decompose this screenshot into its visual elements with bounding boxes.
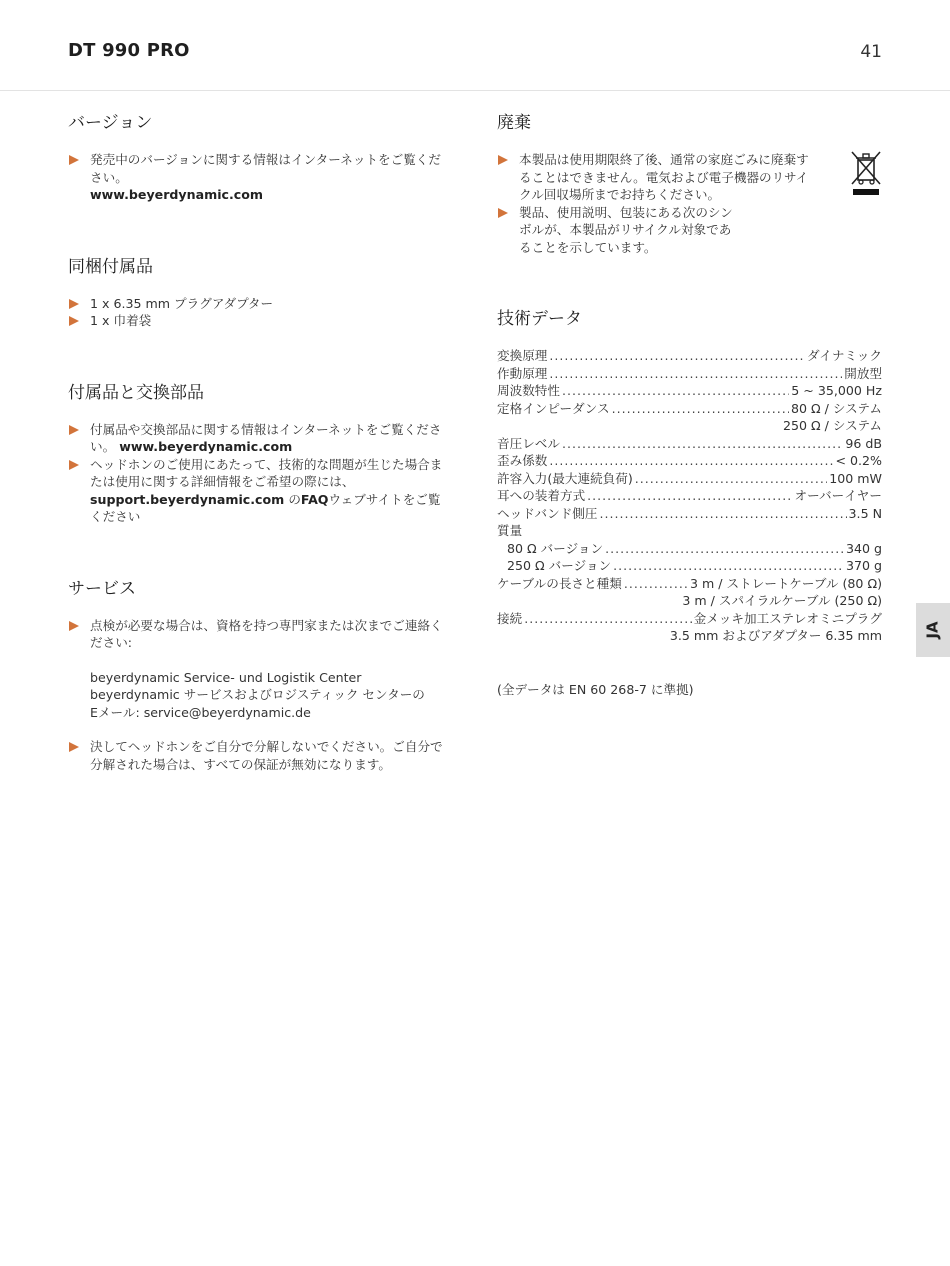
included-item-text: 1 x 巾着袋 [90,313,152,328]
spec-value: 金メッキ加工ステレオミニプラグ [693,610,882,626]
included-heading: 同梱付属品 [68,256,153,277]
spec-value: 96 dB [845,435,882,451]
service-item-text: 点検が必要な場合は、資格を持つ専門家または次までご連絡ください: [90,617,443,650]
bullet-triangle-icon [498,208,508,218]
spec-value-continued: 3 m / スパイラルケーブル (250 Ω) [682,593,882,608]
included-item [68,295,448,313]
spec-row-connector [497,610,882,628]
spec-value: 100 mW [829,470,882,486]
spec-row-power [497,470,882,488]
document-title: DT 990 PRO [68,40,190,61]
spec-value: 開放型 [844,365,882,381]
accessories-section [68,378,448,526]
spec-row-transducer [497,347,882,365]
spec-value: ダイナミック [806,348,882,363]
version-link[interactable]: www.beyerdynamic.com [90,187,264,202]
version-section [68,108,448,204]
spec-row-cable [497,575,882,593]
spec-value: 370 g [845,558,882,573]
version-item [68,151,448,204]
spec-value-continued: 3.5 mm およびアダプター 6.35 mm [669,628,882,643]
accessories-item [68,421,448,456]
included-item-text: 1 x 6.35 mm プラグアダプター [90,295,274,311]
spec-label: 定格インピーダンス [497,400,610,416]
support-item-text-joiner: の [288,491,301,507]
included-section [68,252,448,330]
page-number: 41 [860,42,882,62]
support-link[interactable]: support.beyerdynamic.com [90,491,285,507]
support-item [68,456,448,526]
spec-label: 音圧レベル [497,435,560,451]
version-item-text: 発売中のバージョンに関する情報はインターネットをご覧ください。 [90,152,441,185]
spec-value: オーバーイヤー [794,488,882,503]
spec-row-weight [497,522,882,540]
tech-heading: 技術データ [497,309,582,329]
spec-label: 歪み係数 [497,453,548,468]
bullet-triangle-icon [69,460,79,470]
service-email[interactable]: Eメール: service@beyerdynamic.de [90,704,311,720]
bullet-triangle-icon [69,316,79,326]
spec-row-spl [497,435,882,453]
spec-label: 接続 [497,610,523,626]
disposal-item-text: 製品、使用説明、包装にある次のシンボルが、本製品がリサイクル対象であることを示しています。 [519,204,733,255]
tech-section [497,304,882,698]
disposal-item [497,151,812,204]
spec-label: 質量 [497,523,523,538]
spec-label: 許容入力(最大連続負荷) [497,470,633,486]
service-item [68,617,448,739]
spec-value: < 0.2% [835,453,882,468]
spec-label: 周波数特性 [497,383,560,398]
accessories-item-text: 付属品や交換部品に関する情報はインターネットをご覧ください。 [90,421,442,454]
spec-value: 80 Ω / システム [790,400,882,416]
support-item-text-end: ウェブサイトをご覧ください [90,491,441,524]
spec-row-frequency [497,382,882,400]
header-divider [0,90,950,91]
spec-row-weight-80 [497,540,882,558]
spec-label: 作動原理 [497,365,548,381]
included-item [68,312,448,330]
language-tab-label: JA [923,621,942,639]
spec-value: 3.5 N [848,505,882,521]
disposal-section [497,108,882,256]
spec-label: ケーブルの長さと種類 [497,575,622,591]
spec-value: 5 ~ 35,000 Hz [791,383,882,398]
faq-label: FAQ [300,491,329,507]
support-item-text: ヘッドホンのご使用にあたって、技術的な問題が生じた場合または使用に関する詳細情報をご希望の際には、 [90,456,443,489]
spec-label: 250 Ω バージョン [507,558,612,573]
spec-row-wearing [497,487,882,505]
accessories-heading: 付属品と交換部品 [68,382,204,403]
spec-row-operating [497,365,882,383]
spec-row-weight-250 [497,557,882,575]
spec-footnote: (全データは EN 60 268-7 に準拠) [497,681,694,697]
spec-label: 80 Ω バージョン [507,540,604,556]
service-warning-item [68,738,448,773]
bullet-triangle-icon [69,299,79,309]
bullet-triangle-icon [69,425,79,435]
spec-label: ヘッドバンド側圧 [497,505,598,521]
spec-label: 耳への装着方式 [497,488,586,503]
spec-value-continued: 250 Ω / システム [782,418,882,433]
bullet-triangle-icon [69,742,79,752]
spec-value: 3 m / ストレートケーブル (80 Ω) [690,575,882,591]
spec-row-impedance [497,400,882,418]
bullet-triangle-icon [498,155,508,165]
service-address-line: beyerdynamic Service- und Logistik Center [90,669,362,685]
version-heading: バージョン [68,113,153,133]
service-warning-text: 決してヘッドホンをご自分で分解しないでください。ご自分で分解された場合は、すべての保証が無効になります。 [90,739,443,772]
spacer [90,721,448,738]
bullet-triangle-icon [69,621,79,631]
disposal-item [497,204,812,257]
language-tab [916,603,950,657]
spec-table [497,347,882,645]
service-section [68,574,448,774]
service-heading: サービス [68,578,136,599]
right-column [497,108,882,746]
disposal-heading: 廃棄 [497,113,531,133]
bullet-triangle-icon [69,155,79,165]
spacer [90,652,448,669]
service-address-line: beyerdynamic サービスおよびロジスティック センターの [90,687,425,702]
spec-label: 変換原理 [497,348,548,363]
crossed-out-wheelie-bin-icon [850,150,882,196]
spec-row-clamp [497,505,882,523]
disposal-item-text: 本製品は使用期限終了後、通常の家庭ごみに廃棄することはできません。電気および電子機器のリサイクル回収場所までお持ちください。 [519,152,809,202]
spec-row-thd [497,452,882,470]
spec-value: 340 g [845,540,882,556]
left-column [68,108,448,821]
accessories-link[interactable]: www.beyerdynamic.com [119,439,293,454]
